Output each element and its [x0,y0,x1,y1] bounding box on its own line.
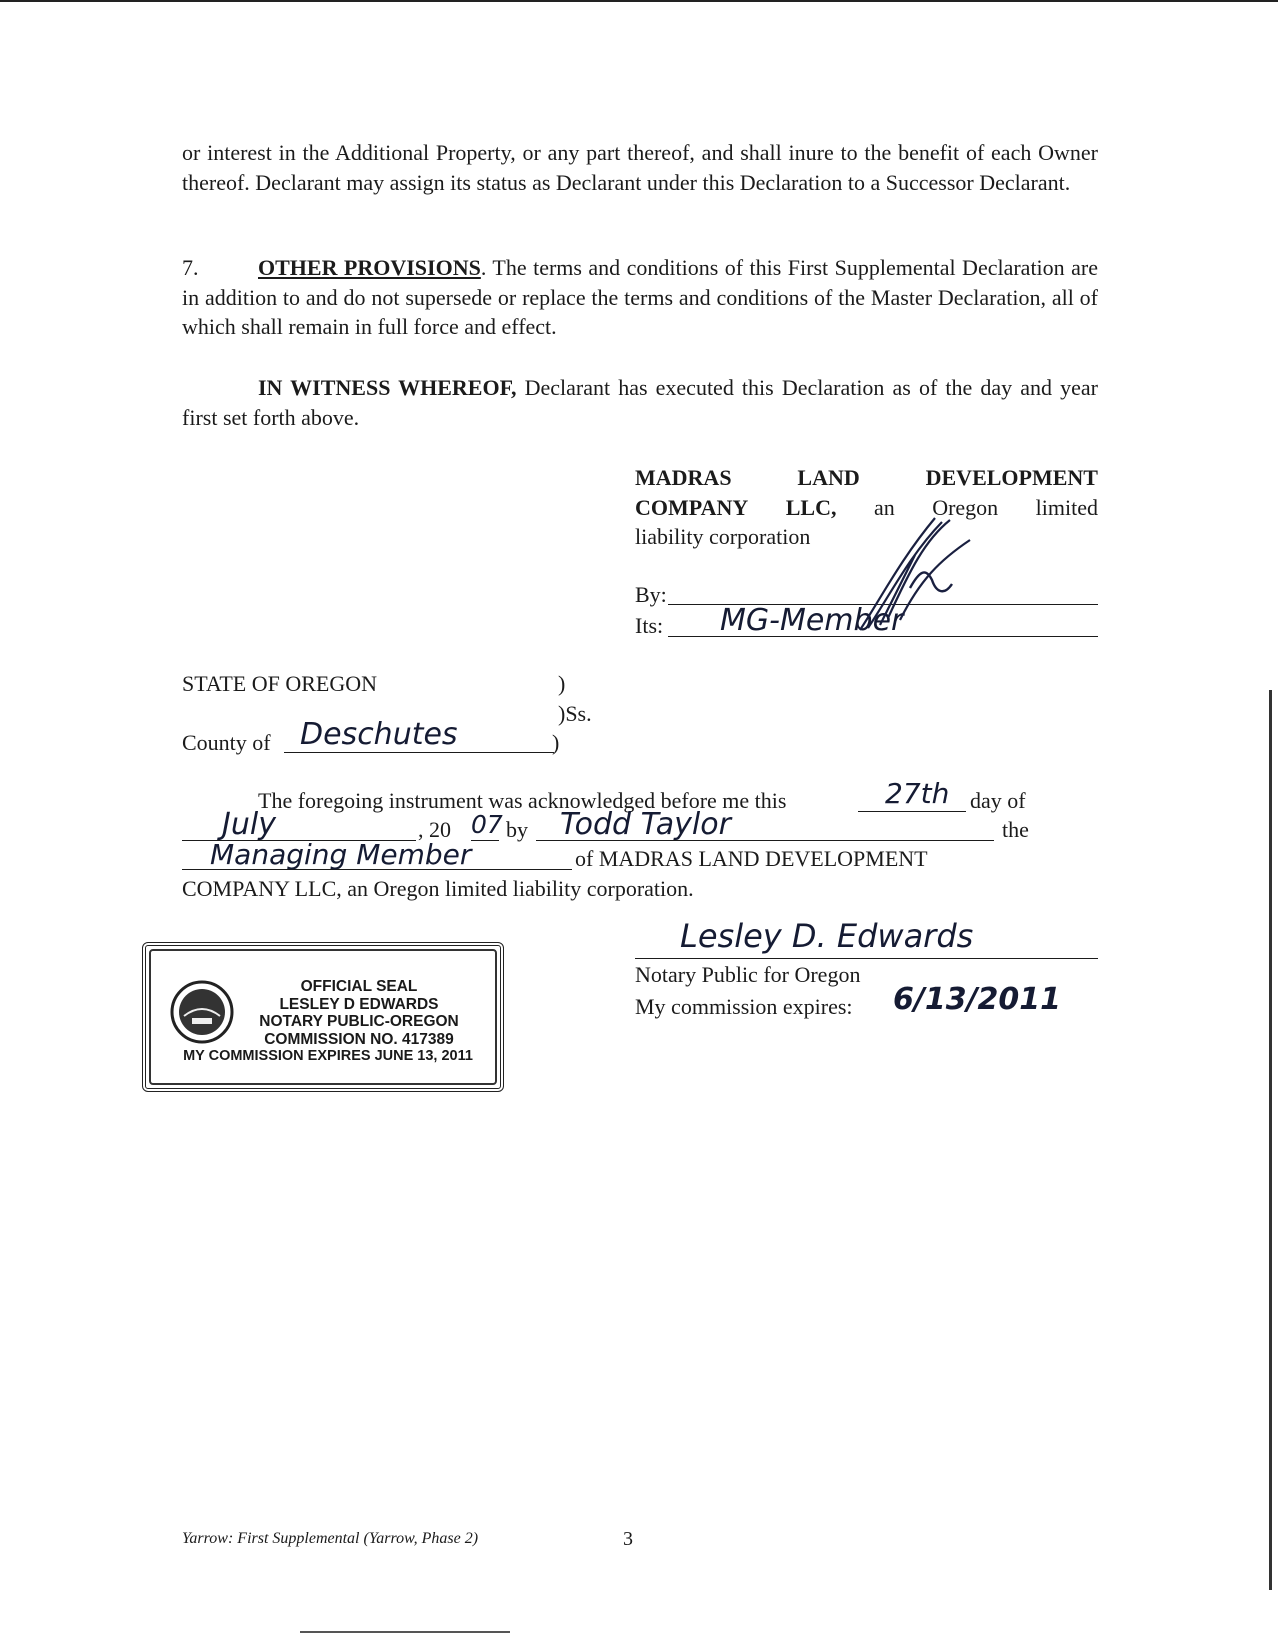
continuation-text: or interest in the Additional Property, or any part thereof, and shall inure to the benefit of each Owner thereof. Declarant may assign its status as Declarant under this Declaration to a Successor Declarant. [182,140,1098,195]
by-label: By: [635,582,667,607]
ack-line-4: COMPANY LLC, an Oregon limited liability corporation. [182,876,694,901]
day-line [858,811,966,812]
ack-day-of: day of [970,788,1026,813]
signer-signature-scribble [840,500,980,640]
page-edge-right [1269,690,1272,1590]
page-edge-bottom [300,1631,510,1633]
venue-state: STATE OF OREGON [182,671,378,696]
venue-paren-1: ) [558,671,566,696]
page-edge-top [0,0,1278,2]
section-number: 7. [182,255,199,280]
month-handwritten: July [222,807,276,842]
ack-of-company: of MADRAS LAND DEVELOPMENT [575,846,928,871]
day-handwritten: 27th [885,777,950,810]
its-label: Its: [635,613,664,638]
ack-year-prefix: , 20 [418,817,451,842]
ack-by: by [506,817,528,842]
footer-document-title: Yarrow: First Supplemental (Yarrow, Phase 2) [182,1530,479,1547]
section-heading: OTHER PROVISIONS [258,255,481,280]
year-line [471,840,499,841]
paragraph-witness [182,373,1098,432]
year-handwritten: 07 [471,810,503,839]
notary-expires-label: My commission expires: [635,994,853,1019]
seal-text: OFFICIAL SEAL LESLEY D EDWARDS NOTARY PUBLIC-OREGON COMMISSION NO. 417389 MY COMMISSION EXPIRES JUNE 13, 2011 [183,978,473,1064]
name-handwritten: Todd Taylor [560,807,731,842]
signature-company-line-1: MADRAS LAND DEVELOPMENT [635,465,1098,490]
ack-the: the [1002,817,1029,842]
section-body: . The terms and conditions of this First Supplemental Declaration are in addition to and do not supersede or replace the terms and conditions of the Master Declaration, all of which shall remain in full force and effect. [182,255,1098,339]
witness-lead: IN WITNESS WHEREOF, [258,375,517,400]
its-handwritten: MG-Member [720,603,904,638]
official-seal-stamp [142,942,504,1092]
county-label: County of [182,730,271,755]
signature-company-line-2: COMPANY LLC, an Oregon limited [635,494,1098,520]
venue-paren-3: ) [552,730,560,755]
paragraph-continuation [182,138,1098,197]
signature-company-line-3: liability corporation [635,524,811,549]
notary-expires-handwritten: 6/13/2011 [893,982,1062,1017]
notary-signature-handwritten: Lesley D. Edwards [680,917,974,955]
page-number: 3 [623,1528,633,1550]
title-handwritten: Managing Member [210,838,472,871]
ack-line-1: The foregoing instrument was acknowledged before me this [258,788,787,813]
notary-signature-line [635,958,1098,959]
paragraph-section-7 [182,253,1098,342]
county-handwritten: Deschutes [300,717,458,752]
witness-body: Declarant has executed this Declaration as of the day and year first set forth above. [182,375,1098,430]
county-line [284,752,554,753]
venue-ss: )Ss. [558,701,592,726]
notary-title: Notary Public for Oregon [635,962,861,987]
